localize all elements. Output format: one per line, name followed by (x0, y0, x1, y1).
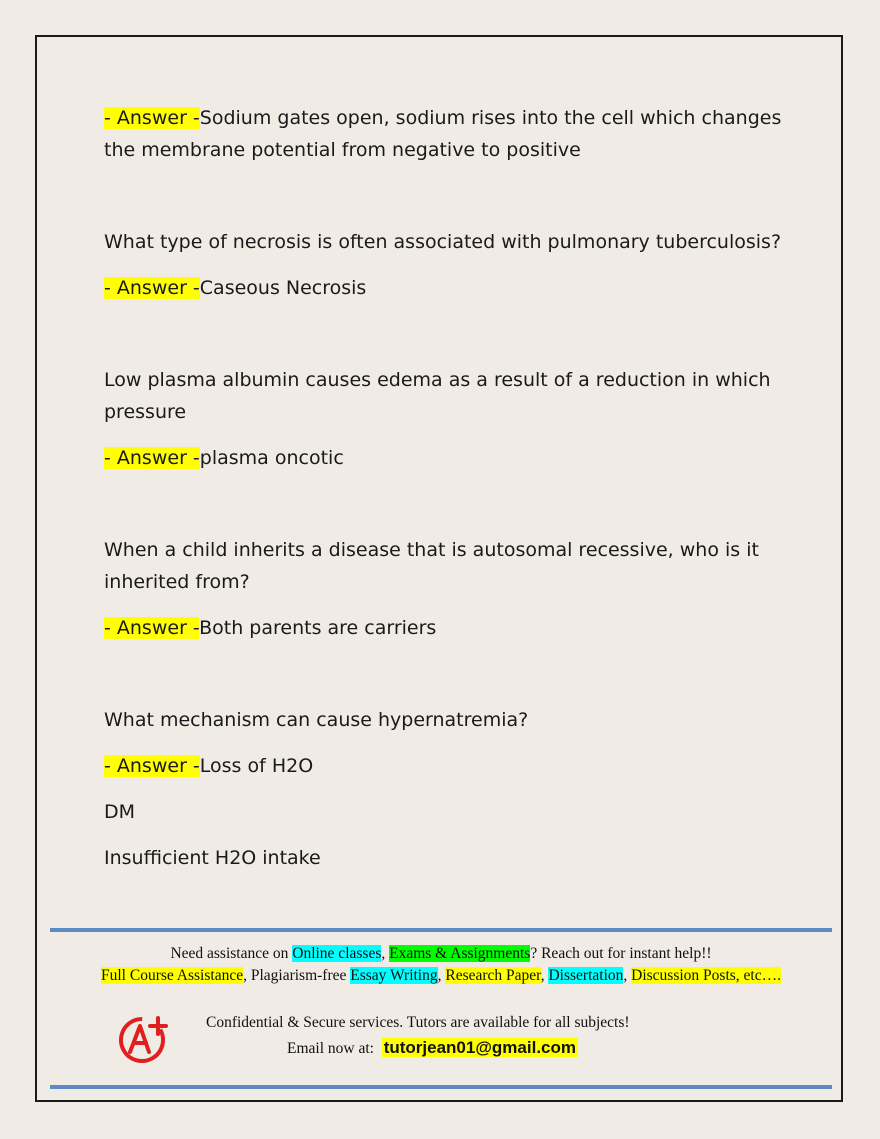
answer-label: - Answer - (104, 755, 200, 777)
promo-highlight-essay: Essay Writing (350, 967, 438, 984)
promo-text: , (540, 967, 549, 984)
question-text: When a child inherits a disease that is autosomal recessive, who is it inherited from? (104, 539, 759, 593)
question-text: What mechanism can cause hypernatremia? (104, 709, 529, 731)
promo-text: , (623, 967, 632, 984)
promo-text: , Plagiarism-free (243, 967, 351, 984)
answer-line (104, 750, 784, 782)
question-text: What type of necrosis is often associated with pulmonary tuberculosis? (104, 231, 782, 253)
footer-email-line (120, 1038, 800, 1058)
promo-highlight-exams: Exams & Assignments (389, 945, 531, 962)
answer-continuation: Insufficient H2O intake (104, 847, 321, 869)
promo-highlight-discussion: Discussion Posts, etc…. (631, 967, 781, 984)
email-link[interactable]: tutorjean01@gmail.com (383, 1038, 576, 1057)
answer-label: - Answer - (104, 447, 200, 469)
answer-line (104, 442, 784, 474)
promo-highlight-online-classes: Online classes (292, 945, 382, 962)
promo-highlight-research: Research Paper (445, 967, 541, 984)
email-label: Email now at: (287, 1040, 382, 1057)
promo-text: ? Reach out for instant help!! (530, 945, 712, 962)
promo-highlight-full-course: Full Course Assistance (101, 967, 244, 984)
answer-continuation: DM (104, 801, 136, 823)
footer-services-line: Confidential & Secure services. Tutors are available for all subjects! (206, 1014, 630, 1031)
footer-divider-bottom (50, 1085, 832, 1089)
answer-label: - Answer - (104, 617, 200, 639)
promo-text: , (437, 967, 446, 984)
promo-text: , (381, 945, 390, 962)
footer-promo-line-2 (50, 967, 832, 985)
answer-line (104, 102, 784, 166)
promo-text: Need assistance on (170, 945, 293, 962)
answer-text: Both parents are carriers (199, 617, 437, 639)
qa-content (104, 102, 784, 874)
answer-text: Loss of H2O (199, 755, 314, 777)
answer-line (104, 272, 784, 304)
answer-line (104, 612, 784, 644)
answer-label: - Answer - (104, 277, 200, 299)
answer-text: Sodium gates open, sodium rises into the cell which changes the membrane potential from negative to positive (104, 107, 782, 161)
footer-divider-top (50, 928, 832, 932)
answer-label: - Answer - (104, 107, 200, 129)
answer-text: plasma oncotic (199, 447, 344, 469)
footer-promo-line-1 (50, 945, 832, 963)
question-text: Low plasma albumin causes edema as a result of a reduction in which pressure (104, 369, 771, 423)
answer-text: Caseous Necrosis (199, 277, 367, 299)
promo-highlight-dissertation: Dissertation (548, 967, 624, 984)
